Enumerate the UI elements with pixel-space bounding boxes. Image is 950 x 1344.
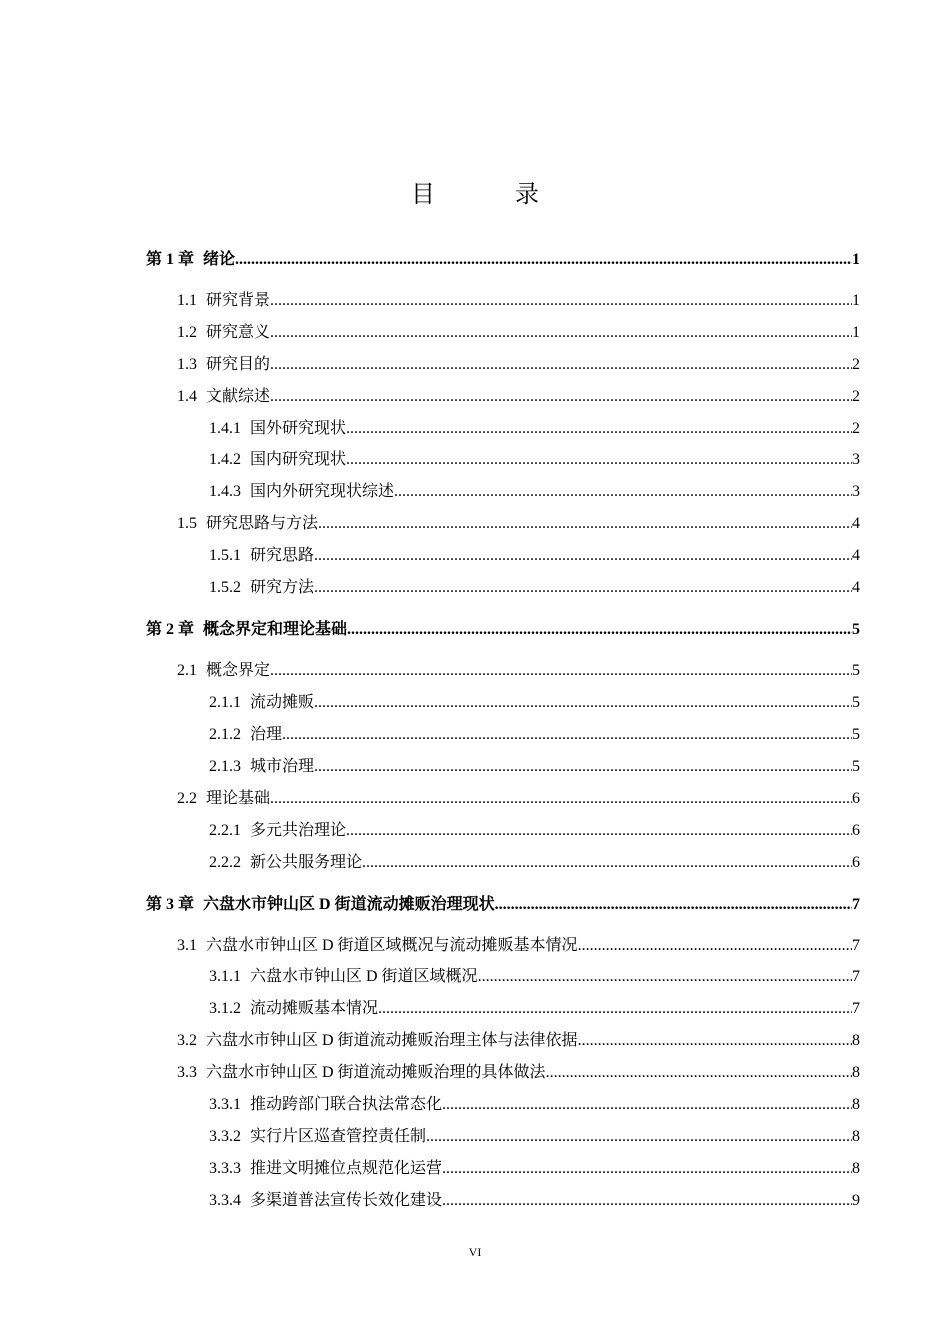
toc-entry-section[interactable] (177, 354, 860, 376)
toc-entry-label: 流动摊贩 (250, 694, 315, 711)
toc-entry-page: 5 (852, 726, 860, 743)
toc-entry-label: 绪论 (203, 251, 236, 268)
toc-entry-subsection[interactable] (209, 577, 860, 599)
toc-dot-leader (314, 545, 852, 567)
toc-dot-leader (442, 1158, 852, 1180)
toc-dot-leader (347, 619, 852, 641)
toc-dot-leader (346, 449, 852, 471)
toc-entry-label: 国外研究现状 (250, 420, 347, 437)
toc-dot-leader (314, 756, 852, 778)
toc-dot-leader (362, 852, 852, 874)
toc-dot-leader (546, 1062, 852, 1084)
toc-entry-page: 5 (852, 662, 860, 679)
toc-entry-number: 1.4.3 (209, 483, 241, 500)
toc-entry-number: 3.1.1 (209, 968, 241, 985)
toc-dot-leader (282, 724, 852, 746)
toc-dot-leader (478, 966, 852, 988)
toc-entry-number: 3.1.2 (209, 1000, 241, 1017)
toc-entry-page: 4 (852, 547, 860, 564)
toc-dot-leader (270, 354, 852, 376)
toc-dot-leader (314, 692, 852, 714)
toc-entry-number: 2.1.2 (209, 726, 241, 743)
toc-entry-label: 理论基础 (206, 790, 271, 807)
toc-entry-subsection[interactable] (209, 852, 860, 874)
toc-entry-number: 1.4 (177, 388, 197, 405)
toc-entry-subsection[interactable] (209, 1190, 860, 1212)
toc-entry-label: 多元共治理论 (250, 822, 347, 839)
toc-entry-label: 六盘水市钟山区 D 街道流动摊贩治理现状 (203, 896, 495, 913)
toc-entry-label: 研究目的 (206, 356, 271, 373)
toc-entry-label: 概念界定 (206, 662, 271, 679)
toc-dot-leader (578, 1030, 852, 1052)
toc-dot-leader (346, 820, 852, 842)
toc-entry-number: 2.2.2 (209, 854, 241, 871)
page-number: VI (468, 1245, 482, 1259)
toc-entry-label: 研究思路 (250, 547, 315, 564)
toc-entry-subsection[interactable] (209, 481, 860, 503)
toc-entry-label: 治理 (250, 726, 283, 743)
toc-entry-page: 1 (852, 292, 860, 309)
toc-entry-page: 3 (852, 483, 860, 500)
toc-entry-number: 3.2 (177, 1032, 197, 1049)
toc-entry-label: 多渠道普法宣传长效化建设 (250, 1192, 443, 1209)
toc-entry-subsection[interactable] (209, 966, 860, 988)
toc-entry-number: 2.2 (177, 790, 197, 807)
toc-entry-section[interactable] (177, 1030, 860, 1052)
toc-entry-number: 2.2.1 (209, 822, 241, 839)
toc-entry-number: 1.5.1 (209, 547, 241, 564)
toc-dot-leader (270, 290, 852, 312)
toc-entry-label: 新公共服务理论 (250, 854, 363, 871)
toc-entry-page: 4 (852, 579, 860, 596)
toc-entry-number: 3.3 (177, 1064, 197, 1081)
toc-entry-subsection[interactable] (209, 820, 860, 842)
toc-entry-page: 6 (852, 854, 860, 871)
toc-entry-page: 7 (852, 968, 860, 985)
toc-entry-page: 5 (852, 621, 860, 638)
toc-entry-subsection[interactable] (209, 998, 860, 1020)
toc-entry-number: 1.2 (177, 324, 197, 341)
toc-entry-page: 4 (852, 515, 860, 532)
toc-entry-label: 概念界定和理论基础 (203, 621, 348, 638)
toc-entry-subsection[interactable] (209, 692, 860, 714)
toc-entry-label: 文献综述 (206, 388, 271, 405)
toc-dot-leader (270, 660, 852, 682)
toc-entry-number: 1.3 (177, 356, 197, 373)
toc-entry-page: 6 (852, 822, 860, 839)
toc-entry-page: 8 (852, 1032, 860, 1049)
toc-entry-chapter[interactable] (146, 894, 860, 916)
toc-entry-label: 国内研究现状 (250, 451, 347, 468)
toc-entry-page: 3 (852, 451, 860, 468)
toc-dot-leader (442, 1190, 852, 1212)
toc-entry-section[interactable] (177, 660, 860, 682)
toc-entry-page: 1 (852, 324, 860, 341)
toc-entry-label: 研究背景 (206, 292, 271, 309)
toc-entry-label: 研究方法 (250, 579, 315, 596)
toc-entry-number: 3.1 (177, 937, 197, 954)
toc-entry-label: 六盘水市钟山区 D 街道区域概况与流动摊贩基本情况 (206, 937, 578, 954)
toc-entry-number: 2.1.1 (209, 694, 241, 711)
toc-entry-subsection[interactable] (209, 545, 860, 567)
toc-entry-page: 7 (852, 937, 860, 954)
toc-dot-leader (442, 1094, 852, 1116)
toc-dot-leader (314, 577, 852, 599)
toc-entry-subsection[interactable] (209, 449, 860, 471)
toc-entry-number: 3.3.3 (209, 1160, 241, 1177)
toc-entry-subsection[interactable] (209, 756, 860, 778)
toc-entry-chapter[interactable] (146, 249, 860, 271)
toc-dot-leader (235, 249, 852, 271)
toc-entry-page: 5 (852, 694, 860, 711)
toc-entry-number: 2.1 (177, 662, 197, 679)
toc-entry-number: 1.1 (177, 292, 197, 309)
toc-entry-page: 2 (852, 356, 860, 373)
toc-entry-page: 2 (852, 420, 860, 437)
toc-entry-page: 5 (852, 758, 860, 775)
toc-entry-number: 2.1.3 (209, 758, 241, 775)
toc-entry-section[interactable] (177, 386, 860, 408)
toc-dot-leader (578, 935, 852, 957)
toc-entry-label: 六盘水市钟山区 D 街道区域概况 (250, 968, 478, 985)
toc-entry-label: 城市治理 (250, 758, 315, 775)
toc-entry-page: 1 (852, 251, 860, 268)
toc-entry-page: 7 (852, 1000, 860, 1017)
toc-entry-page: 2 (852, 388, 860, 405)
toc-entry-subsection[interactable] (209, 418, 860, 440)
toc-dot-leader (346, 418, 852, 440)
toc-entry-number: 3.3.2 (209, 1128, 241, 1145)
toc-entry-label: 流动摊贩基本情况 (250, 1000, 379, 1017)
toc-entry-chapter[interactable] (146, 619, 860, 641)
toc-entry-subsection[interactable] (209, 1126, 860, 1148)
toc-entry-page: 8 (852, 1064, 860, 1081)
toc-dot-leader (318, 513, 852, 535)
toc-entry-label: 六盘水市钟山区 D 街道流动摊贩治理的具体做法 (206, 1064, 546, 1081)
toc-entry-label: 国内外研究现状综述 (250, 483, 395, 500)
toc-dot-leader (394, 481, 852, 503)
toc-entry-page: 8 (852, 1128, 860, 1145)
toc-dot-leader (378, 998, 852, 1020)
toc-entry-section[interactable] (177, 322, 860, 344)
toc-entry-label: 研究意义 (206, 324, 271, 341)
toc-dot-leader (495, 894, 852, 916)
toc-dot-leader (270, 322, 852, 344)
toc-entry-label: 研究思路与方法 (206, 515, 319, 532)
toc-dot-leader (270, 386, 852, 408)
toc-entry-section[interactable] (177, 788, 860, 810)
toc-entry-number: 第 2 章 (146, 621, 195, 638)
toc-entry-number: 1.4.2 (209, 451, 241, 468)
toc-entry-section[interactable] (177, 290, 860, 312)
toc-title: 目 录 (411, 182, 567, 208)
toc-entry-subsection[interactable] (209, 724, 860, 746)
toc-entry-page: 7 (852, 896, 860, 913)
toc-dot-leader (426, 1126, 852, 1148)
toc-entry-label: 六盘水市钟山区 D 街道流动摊贩治理主体与法律依据 (206, 1032, 578, 1049)
toc-entry-subsection[interactable] (209, 1094, 860, 1116)
toc-entry-subsection[interactable] (209, 1158, 860, 1180)
toc-entry-page: 8 (852, 1160, 860, 1177)
toc-entry-page: 6 (852, 790, 860, 807)
toc-entry-page: 9 (852, 1192, 860, 1209)
toc-entry-number: 3.3.1 (209, 1096, 241, 1113)
toc-entry-page: 8 (852, 1096, 860, 1113)
toc-entry-label: 推动跨部门联合执法常态化 (250, 1096, 443, 1113)
toc-entry-section[interactable] (177, 935, 860, 957)
toc-entry-number: 1.5 (177, 515, 197, 532)
toc-dot-leader (270, 788, 852, 810)
toc-entry-number: 第 1 章 (146, 251, 195, 268)
toc-entry-number: 1.5.2 (209, 579, 241, 596)
toc-entry-section[interactable] (177, 1062, 860, 1084)
toc-entry-number: 1.4.1 (209, 420, 241, 437)
toc-entry-number: 3.3.4 (209, 1192, 241, 1209)
toc-entry-label: 推进文明摊位点规范化运营 (250, 1160, 443, 1177)
toc-entry-number: 第 3 章 (146, 896, 195, 913)
toc-entry-section[interactable] (177, 513, 860, 535)
toc-entry-label: 实行片区巡查管控责任制 (250, 1128, 427, 1145)
